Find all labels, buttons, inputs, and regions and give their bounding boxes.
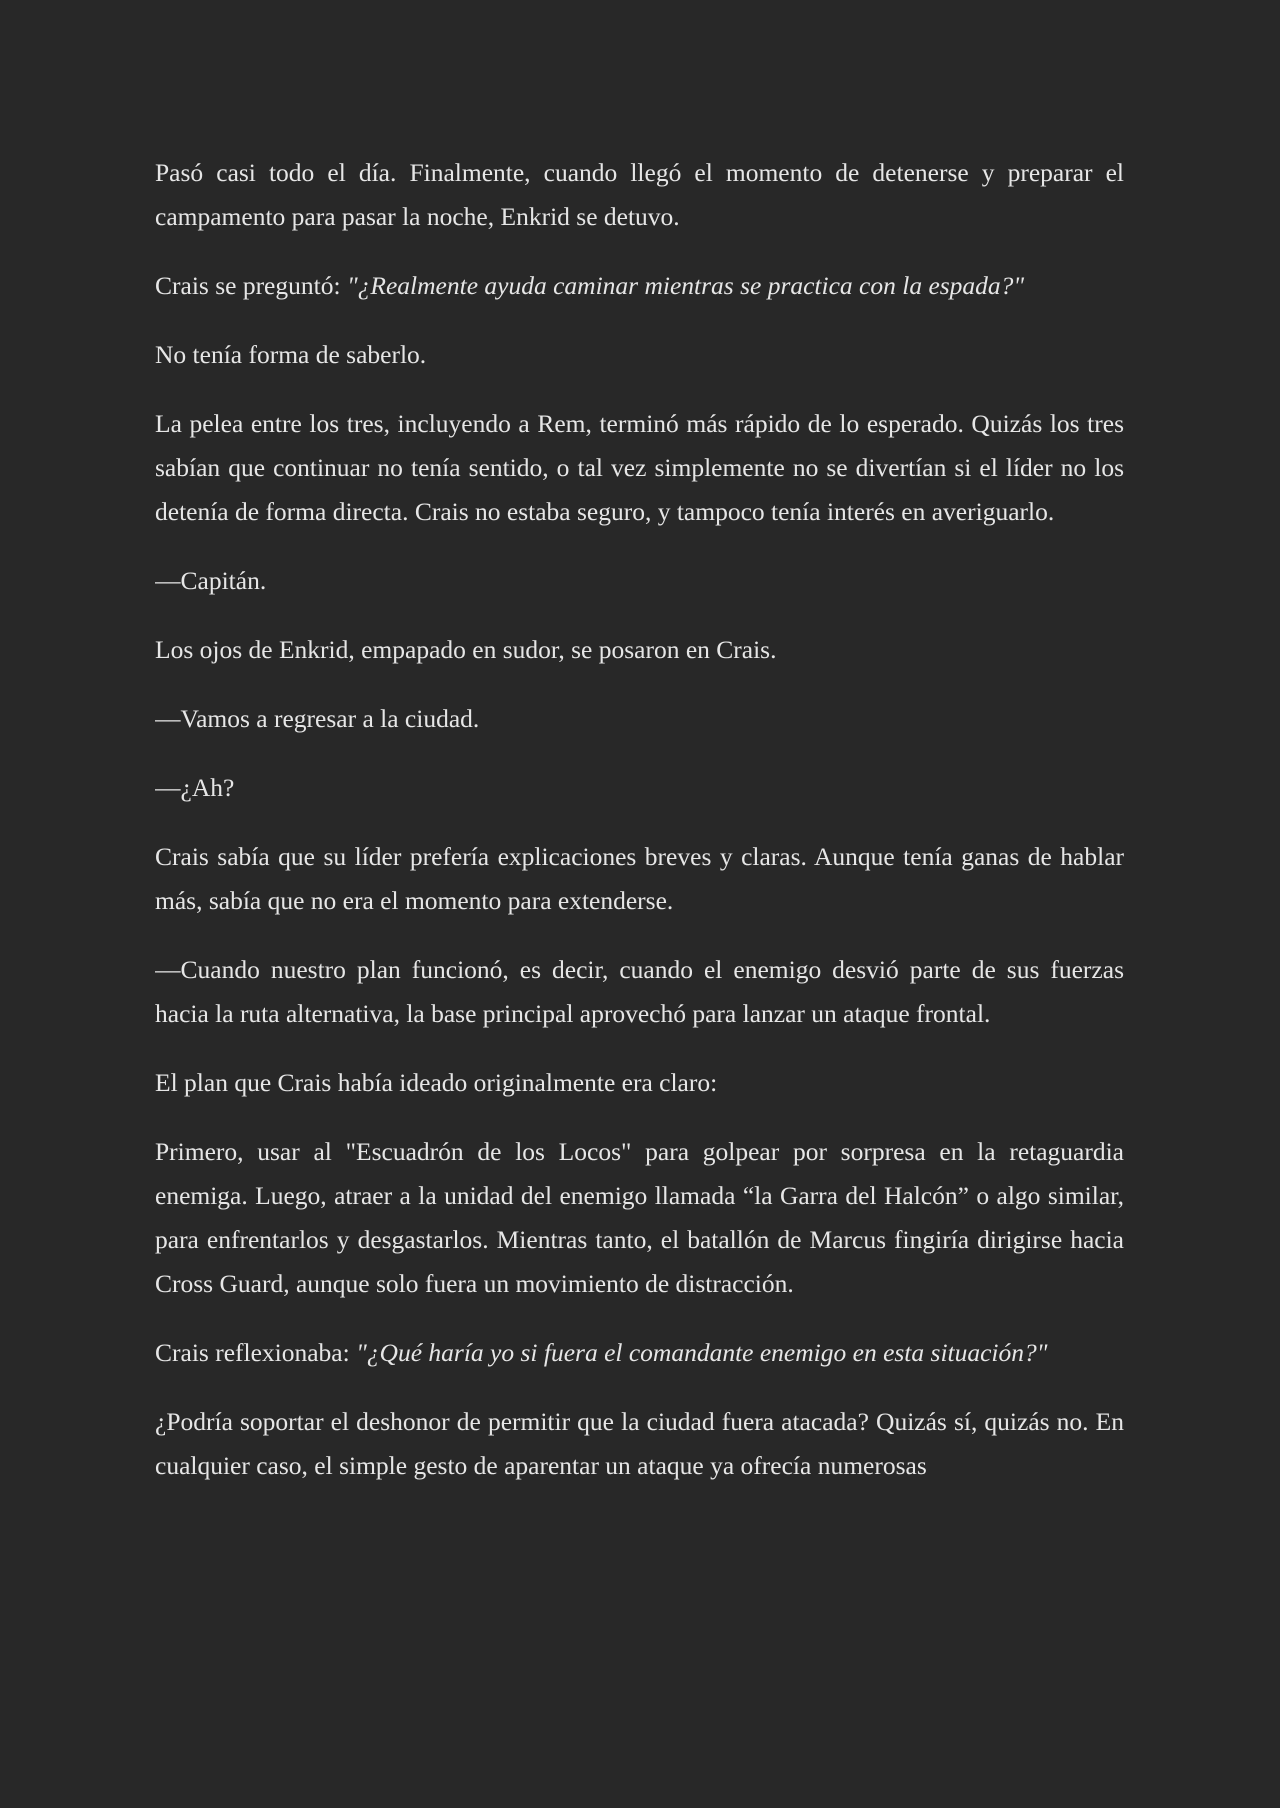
paragraph: —Vamos a regresar a la ciudad. (155, 704, 480, 733)
paragraph: —¿Ah? (155, 773, 235, 802)
paragraph: No tenía forma de saberlo. (155, 340, 427, 369)
paragraph (155, 1331, 1124, 1375)
paragraph (155, 264, 1124, 308)
paragraph: Pasó casi todo el día. Finalmente, cuando llegó el momento de detenerse y preparar el campamento para pasar la noche, Enkrid se detuvo. (155, 158, 1124, 231)
paragraph: El plan que Crais había ideado originalmente era claro: (155, 1068, 718, 1097)
italic-thought: "¿Realmente ayuda caminar mientras se practica con la espada?" (346, 271, 1025, 300)
paragraph: —Cuando nuestro plan funcionó, es decir, cuando el enemigo desvió parte de sus fuerzas hacia la ruta alternativa, la base principal aprovechó para lanzar un ataque frontal. (155, 955, 1124, 1028)
paragraph-text: Crais se preguntó: (155, 271, 347, 300)
italic-thought: "¿Qué haría yo si fuera el comandante enemigo en esta situación?" (356, 1338, 1048, 1367)
paragraph: Los ojos de Enkrid, empapado en sudor, se posaron en Crais. (155, 635, 777, 664)
paragraph: ¿Podría soportar el deshonor de permitir que la ciudad fuera atacada? Quizás sí, quizás no. En cualquier caso, el simple gesto de aparentar un ataque ya ofrecía numerosas (155, 1407, 1124, 1480)
paragraph: Crais sabía que su líder prefería explicaciones breves y claras. Aunque tenía ganas de hablar más, sabía que no era el momento para extenderse. (155, 842, 1124, 915)
paragraph: —Capitán. (155, 566, 267, 595)
paragraph-text: Crais reflexionaba: (155, 1338, 357, 1367)
paragraph: Primero, usar al "Escuadrón de los Locos" para golpear por sorpresa en la retaguardia enemiga. Luego, atraer a la unidad del enemigo llamada “la Garra del Halcón” o algo similar, para enfrentarlos y desgastarlos. Mientras tanto, el batallón de Marcus fingiría dirigirse hacia Cross Guard, aunque solo fuera un movimiento de distracción. (155, 1137, 1124, 1298)
reader-content (155, 151, 1124, 1613)
paragraph: La pelea entre los tres, incluyendo a Rem, terminó más rápido de lo esperado. Quizás los tres sabían que continuar no tenía sentido, o tal vez simplemente no se divertían si el líder no los detenía de forma directa. Crais no estaba seguro, y tampoco tenía interés en averiguarlo. (155, 409, 1124, 526)
